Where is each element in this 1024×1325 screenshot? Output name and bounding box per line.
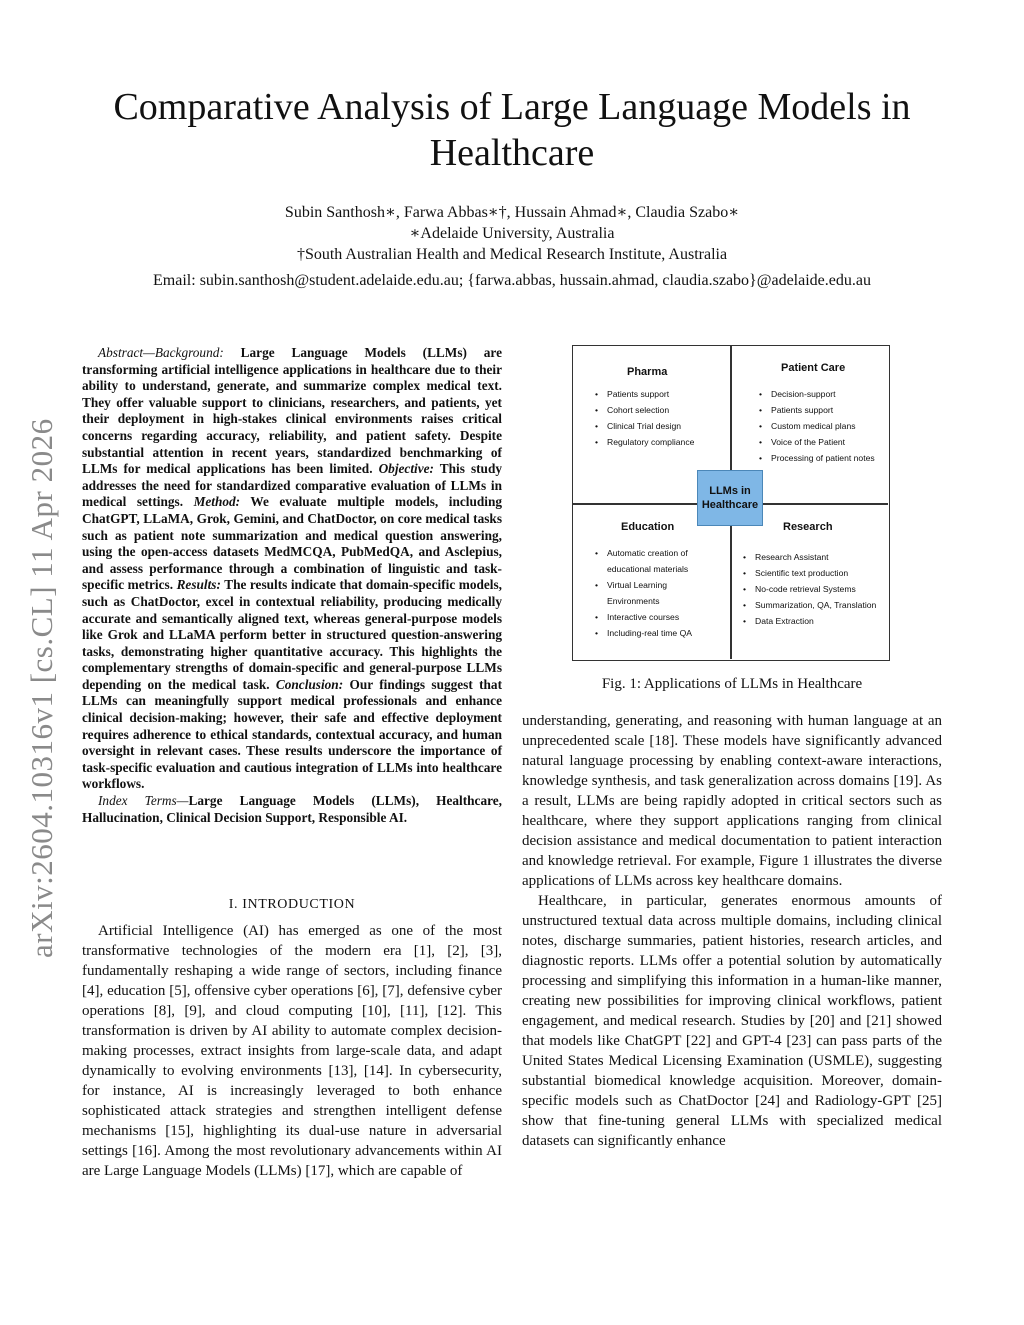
abstract-background: Large Language Models (LLMs) are transforming artificial intelligence applications in healthcare due to their ability to understand, generate, and summarize complex medical text. They offer valuable support to clinicians, researchers, and patients, yet their deployment in high-stakes clinical environments raises critical concerns regarding accuracy, reliability, and patient safety. Despite substantial attention in recent years, standardized benchmarking of LLMs for medical applications has been limited. [82,345,502,477]
abstract-objective-label: Objective: [378,461,434,477]
research-item: • Summarization, QA, Translation [741,597,887,613]
abstract-objective: This study addresses the need for standardized comparative evaluation of LLMs in medical settings. [82,461,502,510]
research-item: • Data Extraction [741,613,887,629]
quadrant-patient-care [757,362,885,466]
figure-llm-applications [572,345,890,661]
author-block [60,202,964,291]
abstract-results: The results indicate that domain-specific models, such as ChatDoctor, excel in contextual reliability, producing medically accurate and semantically aligned text, whereas general-purpose models like Grok and LLaMA perform better in structured question-answering tasks, demonstrating higher quantitative accuracy. This highlights the complementary strengths of domain-specific and general-purpose LLMs depending on the medical task. [82,577,502,692]
abstract-method: We evaluate multiple models, including ChatGPT, LLaMA, Grok, Gemini, and ChatDoctor, on core medical tasks such as patient note summarization and medical question answering, using the open-access datasets MedMCQA, PubMedQA, and Asclepius, and assess performance through a combination of linguistic and task-specific metrics. [82,494,502,593]
education-item: • Virtual Learning [593,577,729,593]
section-heading-introduction: I. INTRODUCTION [228,897,356,912]
abstract-method-label: Method: [193,494,241,510]
right-paragraph-2: Healthcare, in particular, generates enormous amounts of unstructured textual data across multiple domains, including clinical notes, discharge summaries, patient histories, research articles, and diagnostic reports. LLMs offer a potential solution by automatically processing and simplifying this information in a human-like manner, creating new possibilities for improving clinical workflows, patient engagement, and medical research. Studies by [20] and [21] showed that models like ChatGPT [22] and GPT-4 [23] can pass parts of the United States Medical Licensing Examination (USMLE), suggesting substantial biomedical knowledge acquisition. Moreover, domain-specific models such as ChatDoctor [24] and Radiology-GPT [25] show that fine-tuning general LLMs with specialized medical datasets can significantly enhance [522,893,942,1149]
education-item-continued: educational materials [607,564,689,574]
email-line: Email: subin.santhosh@student.adelaide.edu.au; {farwa.abbas, hussain.ahmad, claudia.szabo}@adelaide.edu.au [153,272,871,289]
quadrant-title-patient-care: Patient Care [781,362,846,374]
abstract-conclusion-label: Conclusion: [275,676,344,692]
education-item: • Automatic creation of [593,545,729,561]
pharma-item: • Cohort selection [593,402,725,418]
patient-care-item: • Decision-support [757,386,885,402]
patient-care-item: • Custom medical plans [757,418,885,434]
figure-caption: Fig. 1: Applications of LLMs in Healthcare [601,676,863,692]
right-column-text [522,711,942,1151]
paper-title: Comparative Analysis of Large Language Models in Healthcare [113,86,911,174]
research-item: • Scientific text production [741,565,887,581]
patient-care-item: • Processing of patient notes [757,450,885,466]
education-item: • Including-real time QA [593,625,729,641]
patient-care-item: • Patients support [757,402,885,418]
pharma-item: • Regulatory compliance [593,434,725,450]
pharma-item: • Clinical Trial design [593,418,725,434]
research-item: • Research Assistant [741,549,887,565]
intro-paragraph: Artificial Intelligence (AI) has emerged as one of the most transformative technologies of the modern era [1], [2], [3], fundamentally reshaping a wide range of sectors, including finance [4], education [5], offensive cyber operations [6], [7], defensive cyber operations [8], [9], and cloud computing [10], [11], [12]. This transformation is driven by AI ability to automate complex decision-making processes, extract insights from large-scale data, and adapt dynamically to evolving environments [13], [14]. In cybersecurity, for instance, AI is increasingly leveraged to both enhance sophisticated attack strategies and strengthen intelligent defense mechanisms [15], highlighting its dual-use nature in adversarial settings [16]. Among the most revolutionary advancements within AI are Large Language Models (LLMs) [17], which are capable of [82,923,502,1179]
affiliation-adelaide: ∗Adelaide University, Australia [409,225,615,242]
quadrant-title-pharma: Pharma [627,366,668,378]
index-terms-label: Index Terms— [98,793,189,809]
education-item-continued: Environments [607,596,660,606]
affiliation-sahmri: †South Australian Health and Medical Research Institute, Australia [296,246,728,263]
pharma-item: • Patients support [593,386,725,402]
figure-center-label: LLMs in Healthcare [697,470,763,526]
quadrant-research [741,521,887,629]
introduction-column [82,921,502,1181]
pharma-list [593,386,725,450]
patient-care-item: • Voice of the Patient [757,434,885,450]
patient-care-list [757,386,885,466]
abstract-results-label: Results: [176,577,221,593]
arxiv-identifier: arXiv:2604.10316v1 [cs.CL] 11 Apr 2026 [24,418,59,958]
quadrant-pharma [593,366,725,450]
abstract [82,345,502,826]
research-list [741,549,887,629]
research-item: • No-code retrieval Systems [741,581,887,597]
quadrant-title-research: Research [783,521,833,533]
abstract-conclusion: Our findings suggest that LLMs can meaningfully support medical professionals and enhance clinical decision-making; however, their safe and effective deployment requires adherence to ethical standards, contextual accuracy, and human oversight in relevant cases. These results underscore the importance of task-specific evaluation and cautious integration of LLMs into healthcare workflows. [82,676,502,792]
education-item: • Interactive courses [593,609,729,625]
abstract-lead: Abstract—Background: [98,345,224,360]
right-paragraph-1: understanding, generating, and reasoning with human language at an unprecedented scale [18]. These models have significantly advanced natural language processing by enabling context-aware interactions, knowledge synthesis, and task generalization across domains [19]. As a result, LLMs are being rapidly adopted in critical sectors such as healthcare, where they support applications ranging from clinical decision assistance and medical documentation to patient interaction and knowledge retrieval. For example, Figure 1 illustrates the diverse applications of LLMs across key healthcare domains. [522,713,942,889]
education-list [593,545,729,641]
index-terms: Large Language Models (LLMs), Healthcare, Hallucination, Clinical Decision Support, Responsible AI. [82,793,502,825]
quadrant-education [593,521,729,641]
quadrant-title-education: Education [621,521,675,533]
authors: Subin Santhosh∗, Farwa Abbas∗†, Hussain Ahmad∗, Claudia Szabo∗ [284,204,740,221]
